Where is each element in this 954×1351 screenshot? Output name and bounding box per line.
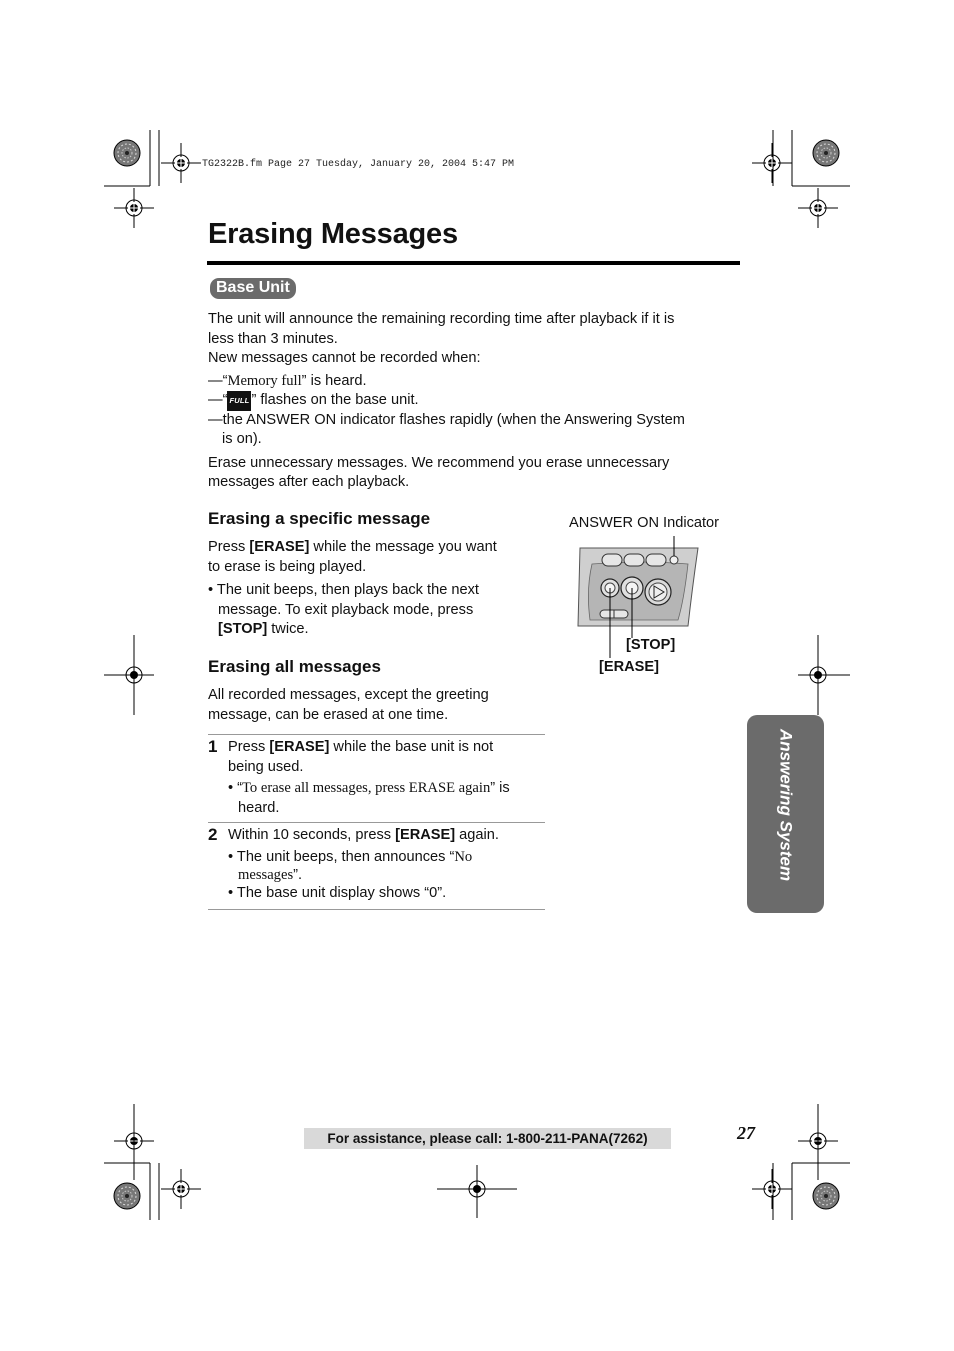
voice-text: To erase all messages, press ERASE again <box>242 780 491 796</box>
erase-key: [ERASE] <box>269 739 330 755</box>
text: Press <box>208 539 250 555</box>
section-side-tab <box>747 715 824 913</box>
step-sub-bullet <box>228 848 545 866</box>
erase-label: [ERASE] <box>599 659 659 675</box>
condition-full-indicator <box>208 391 748 411</box>
side-tab-label: Answering System <box>776 729 796 882</box>
step-number: 2 <box>208 825 218 844</box>
title-rule <box>207 261 740 265</box>
text: ” is <box>490 780 510 796</box>
assistance-footer: For assistance, please call: 1-800-211-PANA(7262) <box>304 1128 671 1149</box>
heading-specific: Erasing a specific message <box>208 509 431 528</box>
specific-instruction: to erase is being played. <box>208 558 367 575</box>
specific-bullet <box>208 620 548 640</box>
step-instruction <box>228 826 545 846</box>
erase-advice: Erase unnecessary messages. We recommend you erase unnecessary <box>208 454 670 471</box>
full-indicator-icon: FULL <box>227 391 251 411</box>
text: Press <box>228 739 270 755</box>
specific-bullet: message. To exit playback mode, press <box>218 601 474 618</box>
voice-text: No <box>454 848 473 865</box>
answer-on-label: ANSWER ON Indicator <box>569 515 720 531</box>
step-instruction <box>228 738 545 758</box>
erase-key: [ERASE] <box>249 539 310 555</box>
condition-answer-on-cont: is on). <box>222 431 262 447</box>
text: ”. <box>293 866 303 883</box>
page-title: Erasing Messages <box>208 218 458 250</box>
text: • The unit beeps, then announces “ <box>228 848 455 865</box>
intro-line: The unit will announce the remaining recording time after playback if it is <box>208 311 675 327</box>
all-text: All recorded messages, except the greeting <box>208 687 489 703</box>
intro-line: less than 3 minutes. <box>208 330 338 347</box>
step-2 <box>208 826 545 903</box>
specific-bullet: • The unit beeps, then plays back the next <box>208 582 479 598</box>
text: while the message you want <box>309 539 497 555</box>
step-sub-bullet: • The base unit display shows “0”. <box>228 884 447 901</box>
text: Within 10 seconds, press <box>228 827 396 843</box>
step-instruction: being used. <box>228 758 304 775</box>
step-divider <box>208 822 545 823</box>
text: ” is heard. <box>301 372 367 389</box>
voice-text: messages <box>238 866 294 883</box>
erase-advice: messages after each playback. <box>208 474 410 490</box>
step-number: 1 <box>208 737 218 756</box>
step-1 <box>208 738 545 818</box>
text: ” flashes on the base unit. <box>251 392 419 408</box>
step-sub-bullet <box>228 866 545 884</box>
text: • “ <box>228 780 243 796</box>
heading-all: Erasing all messages <box>208 657 381 676</box>
text: twice. <box>267 621 309 637</box>
step-sub-bullet: heard. <box>238 799 280 816</box>
specific-instruction <box>208 538 548 558</box>
condition-memory-full <box>208 372 748 392</box>
step-sub-bullet <box>228 779 545 799</box>
section-pill: Base Unit <box>210 278 296 299</box>
voice-text: Memory full <box>227 372 302 389</box>
stop-key: [STOP] <box>218 621 268 637</box>
text: while the base unit is not <box>329 739 494 755</box>
dash: —“ <box>208 372 228 389</box>
intro-line: New messages cannot be recorded when: <box>208 350 481 366</box>
erase-key: [ERASE] <box>395 827 456 843</box>
text: again. <box>455 827 499 843</box>
all-block <box>208 686 548 725</box>
specific-block <box>208 538 548 640</box>
condition-answer-on: —the ANSWER ON indicator flashes rapidly (when the Answering System <box>208 411 685 428</box>
dash: —“ <box>208 392 228 408</box>
stop-label: [STOP] <box>626 637 676 653</box>
page-number: 27 <box>737 1123 755 1143</box>
all-text: message, can be erased at one time. <box>208 706 449 723</box>
step-divider <box>208 734 545 735</box>
step-divider <box>208 909 545 910</box>
intro-block <box>208 310 748 493</box>
print-header: TG2322B.fm Page 27 Tuesday, January 20, 2004 5:47 PM <box>202 159 515 170</box>
